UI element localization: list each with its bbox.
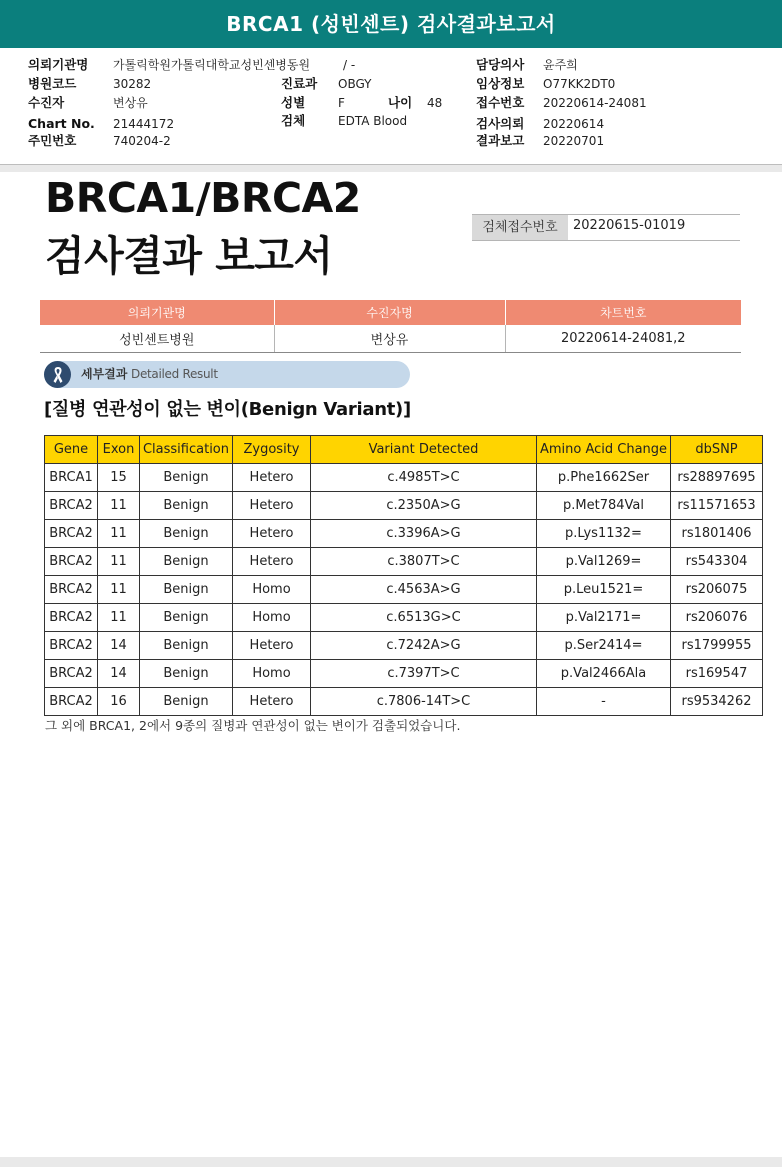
report-banner-title: BRCA1 (성빈센트) 검사결과보고서 — [0, 0, 782, 48]
amino-acid-cell: p.Val2466Ala — [537, 660, 671, 688]
doctor-value: 윤주희 — [543, 58, 578, 72]
dbsnp-cell: rs543304 — [671, 548, 763, 576]
table-row — [45, 604, 763, 632]
col-header-gene: Gene — [45, 436, 98, 464]
variant-cell: c.7806-14T>C — [311, 688, 537, 716]
request-date-value: 20220614 — [543, 117, 605, 131]
variant-cell: c.4985T>C — [311, 464, 537, 492]
request-date-label: 검사의뢰 — [476, 116, 525, 131]
classification-cell: Benign — [140, 464, 233, 492]
info-value-chart: 20220614-24081,2 — [505, 325, 741, 352]
amino-acid-cell: p.Met784Val — [537, 492, 671, 520]
doctor-label: 담당의사 — [476, 57, 525, 72]
specimen-label: 검체 — [281, 113, 306, 128]
zygosity-cell: Hetero — [233, 632, 311, 660]
sex-label: 성별 — [281, 95, 306, 110]
chart-no-value: 21444172 — [113, 117, 175, 131]
zygosity-cell: Hetero — [233, 492, 311, 520]
institution-label: 의뢰기관명 — [28, 57, 89, 72]
zygosity-cell: Homo — [233, 660, 311, 688]
benign-variant-heading: [질병 연관성이 없는 변이(Benign Variant)] — [44, 399, 411, 420]
info-header-chart: 차트번호 — [505, 300, 741, 325]
request-info-table — [40, 300, 741, 353]
report-title-line1: BRCA1/BRCA2 — [45, 174, 361, 222]
age-label: 나이 — [388, 95, 413, 110]
classification-cell: Benign — [140, 520, 233, 548]
gene-cell: BRCA2 — [45, 660, 98, 688]
specimen-receipt-value: 20220615-01019 — [573, 218, 686, 233]
header-info — [0, 48, 782, 166]
variant-cell: c.7397T>C — [311, 660, 537, 688]
classification-cell: Benign — [140, 576, 233, 604]
ribbon-icon — [44, 361, 71, 388]
variant-table — [44, 435, 763, 716]
resident-no-label: 주민번호 — [28, 133, 77, 148]
hospital-code-value: 30282 — [113, 77, 152, 91]
specimen-receipt-label: 검체접수번호 — [472, 215, 568, 240]
info-value-patient: 변상유 — [274, 325, 505, 352]
table-row — [45, 576, 763, 604]
hospital-code-label: 병원코드 — [28, 76, 77, 91]
receipt-no-value: 20220614-24081 — [543, 96, 647, 110]
clinical-info-value: O77KK2DT0 — [543, 77, 616, 91]
zygosity-cell: Hetero — [233, 548, 311, 576]
dbsnp-cell: rs11571653 — [671, 492, 763, 520]
dbsnp-cell: rs206075 — [671, 576, 763, 604]
gene-cell: BRCA1 — [45, 464, 98, 492]
exon-cell: 11 — [98, 548, 140, 576]
specimen-value: EDTA Blood — [338, 114, 408, 128]
institution-extra: / - — [343, 58, 356, 72]
table-row — [45, 632, 763, 660]
amino-acid-cell: p.Val1269= — [537, 548, 671, 576]
variant-cell: c.7242A>G — [311, 632, 537, 660]
variant-cell: c.3396A>G — [311, 520, 537, 548]
classification-cell: Benign — [140, 492, 233, 520]
classification-cell: Benign — [140, 660, 233, 688]
exon-cell: 16 — [98, 688, 140, 716]
variant-cell: c.2350A>G — [311, 492, 537, 520]
clinical-info-label: 임상정보 — [476, 76, 525, 91]
dbsnp-cell: rs1801406 — [671, 520, 763, 548]
amino-acid-cell: p.Phe1662Ser — [537, 464, 671, 492]
info-header-institution: 의뢰기관명 — [40, 300, 274, 325]
report-date-value: 20220701 — [543, 134, 605, 148]
gene-cell: BRCA2 — [45, 604, 98, 632]
col-header-zygosity: Zygosity — [233, 436, 311, 464]
department-label: 진료과 — [281, 76, 318, 91]
age-value: 48 — [427, 96, 443, 110]
gene-cell: BRCA2 — [45, 548, 98, 576]
dbsnp-cell: rs169547 — [671, 660, 763, 688]
specimen-receipt-box — [472, 214, 740, 241]
col-header-dbsnp: dbSNP — [671, 436, 763, 464]
resident-no-value: 740204-2 — [113, 134, 171, 148]
exon-cell: 14 — [98, 632, 140, 660]
sex-value: F — [338, 96, 345, 110]
amino-acid-cell: p.Leu1521= — [537, 576, 671, 604]
table-row — [45, 688, 763, 716]
gene-cell: BRCA2 — [45, 576, 98, 604]
variant-cell: c.6513G>C — [311, 604, 537, 632]
table-row — [45, 464, 763, 492]
col-header-variant: Variant Detected — [311, 436, 537, 464]
detailed-result-label-ko: 세부결과 — [81, 367, 128, 381]
report-date-label: 결과보고 — [476, 133, 525, 148]
dbsnp-cell: rs206076 — [671, 604, 763, 632]
col-header-exon: Exon — [98, 436, 140, 464]
detailed-result-pill — [44, 361, 410, 388]
dbsnp-cell: rs9534262 — [671, 688, 763, 716]
zygosity-cell: Hetero — [233, 520, 311, 548]
dbsnp-cell: rs28897695 — [671, 464, 763, 492]
institution-value: 가톨릭학원가톨릭대학교성빈센병동원 — [113, 58, 311, 72]
gene-cell: BRCA2 — [45, 632, 98, 660]
exon-cell: 11 — [98, 604, 140, 632]
info-header-patient: 수진자명 — [274, 300, 505, 325]
info-table-row — [40, 325, 741, 352]
info-value-institution: 성빈센트병원 — [40, 325, 274, 352]
gene-cell: BRCA2 — [45, 492, 98, 520]
col-header-amino-acid: Amino Acid Change — [537, 436, 671, 464]
amino-acid-cell: p.Lys1132= — [537, 520, 671, 548]
variant-table-header-row — [45, 436, 763, 464]
amino-acid-cell: - — [537, 688, 671, 716]
detailed-result-label-en: Detailed Result — [131, 367, 218, 381]
amino-acid-cell: p.Ser2414= — [537, 632, 671, 660]
gene-cell: BRCA2 — [45, 688, 98, 716]
classification-cell: Benign — [140, 548, 233, 576]
info-table-header-row — [40, 300, 741, 325]
section-separator — [0, 164, 782, 172]
classification-cell: Benign — [140, 604, 233, 632]
table-row — [45, 492, 763, 520]
classification-cell: Benign — [140, 632, 233, 660]
zygosity-cell: Hetero — [233, 688, 311, 716]
table-row — [45, 520, 763, 548]
classification-cell: Benign — [140, 688, 233, 716]
receipt-no-label: 접수번호 — [476, 95, 525, 110]
patient-label: 수진자 — [28, 95, 65, 110]
table-row — [45, 548, 763, 576]
footnote: 그 외에 BRCA1, 2에서 9종의 질병과 연관성이 없는 변이가 검출되었습니다. — [45, 718, 461, 733]
report-title-line2: 검사결과 보고서 — [45, 232, 333, 280]
department-value: OBGY — [338, 77, 372, 91]
gene-cell: BRCA2 — [45, 520, 98, 548]
variant-cell: c.3807T>C — [311, 548, 537, 576]
exon-cell: 14 — [98, 660, 140, 688]
table-row — [45, 660, 763, 688]
variant-cell: c.4563A>G — [311, 576, 537, 604]
zygosity-cell: Homo — [233, 576, 311, 604]
bottom-band — [0, 1157, 782, 1167]
exon-cell: 11 — [98, 520, 140, 548]
zygosity-cell: Homo — [233, 604, 311, 632]
patient-value: 변상유 — [113, 96, 148, 110]
exon-cell: 11 — [98, 576, 140, 604]
dbsnp-cell: rs1799955 — [671, 632, 763, 660]
exon-cell: 15 — [98, 464, 140, 492]
amino-acid-cell: p.Val2171= — [537, 604, 671, 632]
col-header-classification: Classification — [140, 436, 233, 464]
chart-no-label: Chart No. — [28, 116, 95, 131]
zygosity-cell: Hetero — [233, 464, 311, 492]
exon-cell: 11 — [98, 492, 140, 520]
